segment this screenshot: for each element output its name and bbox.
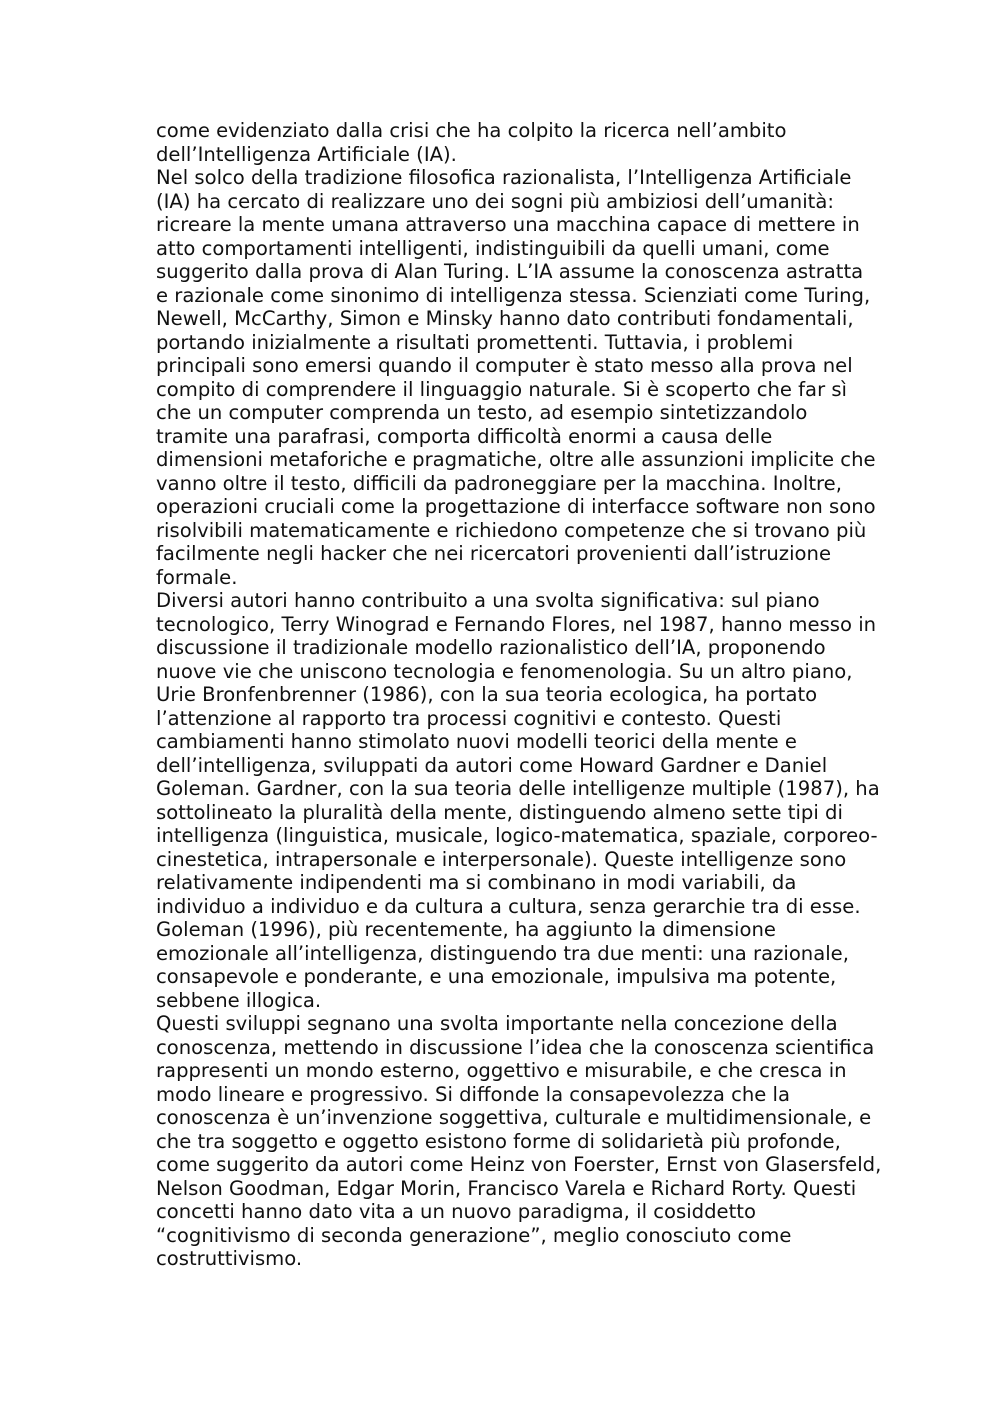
text-line: risolvibili matematicamente e richiedono competenze che si trovano più xyxy=(156,518,867,542)
text-line: discussione il tradizionale modello razionalistico dell’IA, proponendo xyxy=(156,636,826,659)
text-line: sottolineato la pluralità della mente, distinguendo almeno sette tipi di xyxy=(156,800,843,824)
text-line: Newell, McCarthy, Simon e Minsky hanno dato contributi fondamentali, xyxy=(156,307,854,330)
text-line: che tra soggetto e oggetto esistono forme di solidarietà più profonde, xyxy=(156,1129,841,1153)
text-line: portando inizialmente a risultati promettenti. Tuttavia, i problemi xyxy=(156,330,794,354)
text-line: che un computer comprenda un testo, ad esempio sintetizzandolo xyxy=(156,401,808,424)
text-line: dimensioni metaforiche e pragmatiche, oltre alle assunzioni implicite che xyxy=(156,448,876,471)
text-line: atto comportamenti intelligenti, indistinguibili da quelli umani, come xyxy=(156,236,830,260)
text-line: relativamente indipendenti ma si combinano in modi variabili, da xyxy=(156,871,797,894)
text-line: l’attenzione al rapporto tra processi cognitivi e contesto. Questi xyxy=(156,706,782,730)
text-line: rappresenti un mondo esterno, oggettivo e misurabile, e che cresca in xyxy=(156,1059,847,1082)
text-line: cinestetica, intrapersonale e interpersonale). Queste intelligenze sono xyxy=(156,847,847,871)
text-line: formale. xyxy=(156,565,238,589)
text-line: tecnologico, Terry Winograd e Fernando Flores, nel 1987, hanno messo in xyxy=(156,612,877,636)
text-line: come suggerito da autori come Heinz von Foerster, Ernst von Glasersfeld, xyxy=(156,1153,882,1176)
text-line: vanno oltre il testo, difficili da padroneggiare per la macchina. Inoltre, xyxy=(156,471,842,495)
text-line: nuove vie che uniscono tecnologia e fenomenologia. Su un altro piano, xyxy=(156,659,853,683)
text-line: tramite una parafrasi, comporta difficoltà enormi a causa delle xyxy=(156,424,773,448)
text-line: concetti hanno dato vita a un nuovo paradigma, il cosiddetto xyxy=(156,1200,756,1223)
text-line: Nelson Goodman, Edgar Morin, Francisco Varela e Richard Rorty. Questi xyxy=(156,1176,857,1200)
text-line: emozionale all’intelligenza, distinguendo tra due menti: una razionale, xyxy=(156,941,849,965)
text-line: modo lineare e progressivo. Si diffonde la consapevolezza che la xyxy=(156,1082,791,1106)
text-line: come evidenziato dalla crisi che ha colpito la ricerca nell’ambito xyxy=(156,119,787,142)
text-line: Urie Bronfenbrenner (1986), con la sua teoria ecologica, ha portato xyxy=(156,683,818,706)
text-line: Goleman. Gardner, con la sua teoria delle intelligenze multiple (1987), ha xyxy=(156,777,880,800)
text-line: dell’Intelligenza Artificiale (IA). xyxy=(156,142,457,166)
text-line: intelligenza (linguistica, musicale, logico-matematica, spaziale, corporeo- xyxy=(156,824,878,847)
text-line: compito di comprendere il linguaggio naturale. Si è scoperto che far sì xyxy=(156,377,848,401)
body-text xyxy=(156,119,916,1271)
text-line: individuo a individuo e da cultura a cultura, senza gerarchie tra di esse. xyxy=(156,894,861,918)
text-line: ricreare la mente umana attraverso una macchina capace di mettere in xyxy=(156,213,860,236)
text-line: costruttivismo. xyxy=(156,1247,303,1270)
text-line: conoscenza, mettendo in discussione l’idea che la conoscenza scientifica xyxy=(156,1035,875,1059)
text-line: dell’intelligenza, sviluppati da autori come Howard Gardner e Daniel xyxy=(156,753,828,777)
text-line: (IA) ha cercato di realizzare uno dei sogni più ambiziosi dell’umanità: xyxy=(156,189,834,213)
text-line: Diversi autori hanno contribuito a una svolta significativa: sul piano xyxy=(156,589,820,612)
text-line: Questi sviluppi segnano una svolta importante nella concezione della xyxy=(156,1012,838,1035)
text-line: principali sono emersi quando il computer è stato messo alla prova nel xyxy=(156,354,853,377)
text-line: Nel solco della tradizione filosofica razionalista, l’Intelligenza Artificiale xyxy=(156,166,852,189)
text-line: operazioni cruciali come la progettazione di interfacce software non sono xyxy=(156,495,876,518)
text-line: sebbene illogica. xyxy=(156,988,322,1012)
text-line: conoscenza è un’invenzione soggettiva, culturale e multidimensionale, e xyxy=(156,1106,872,1129)
text-line: “cognitivismo di seconda generazione”, meglio conosciuto come xyxy=(156,1223,792,1247)
text-line: Goleman (1996), più recentemente, ha aggiunto la dimensione xyxy=(156,918,776,941)
text-line: facilmente negli hacker che nei ricercatori provenienti dall’istruzione xyxy=(156,542,831,565)
text-line: consapevole e ponderante, e una emozionale, impulsiva ma potente, xyxy=(156,965,837,988)
text-line: cambiamenti hanno stimolato nuovi modelli teorici della mente e xyxy=(156,730,797,753)
text-line: suggerito dalla prova di Alan Turing. L’IA assume la conoscenza astratta xyxy=(156,260,864,283)
text-line: e razionale come sinonimo di intelligenza stessa. Scienziati come Turing, xyxy=(156,283,871,307)
